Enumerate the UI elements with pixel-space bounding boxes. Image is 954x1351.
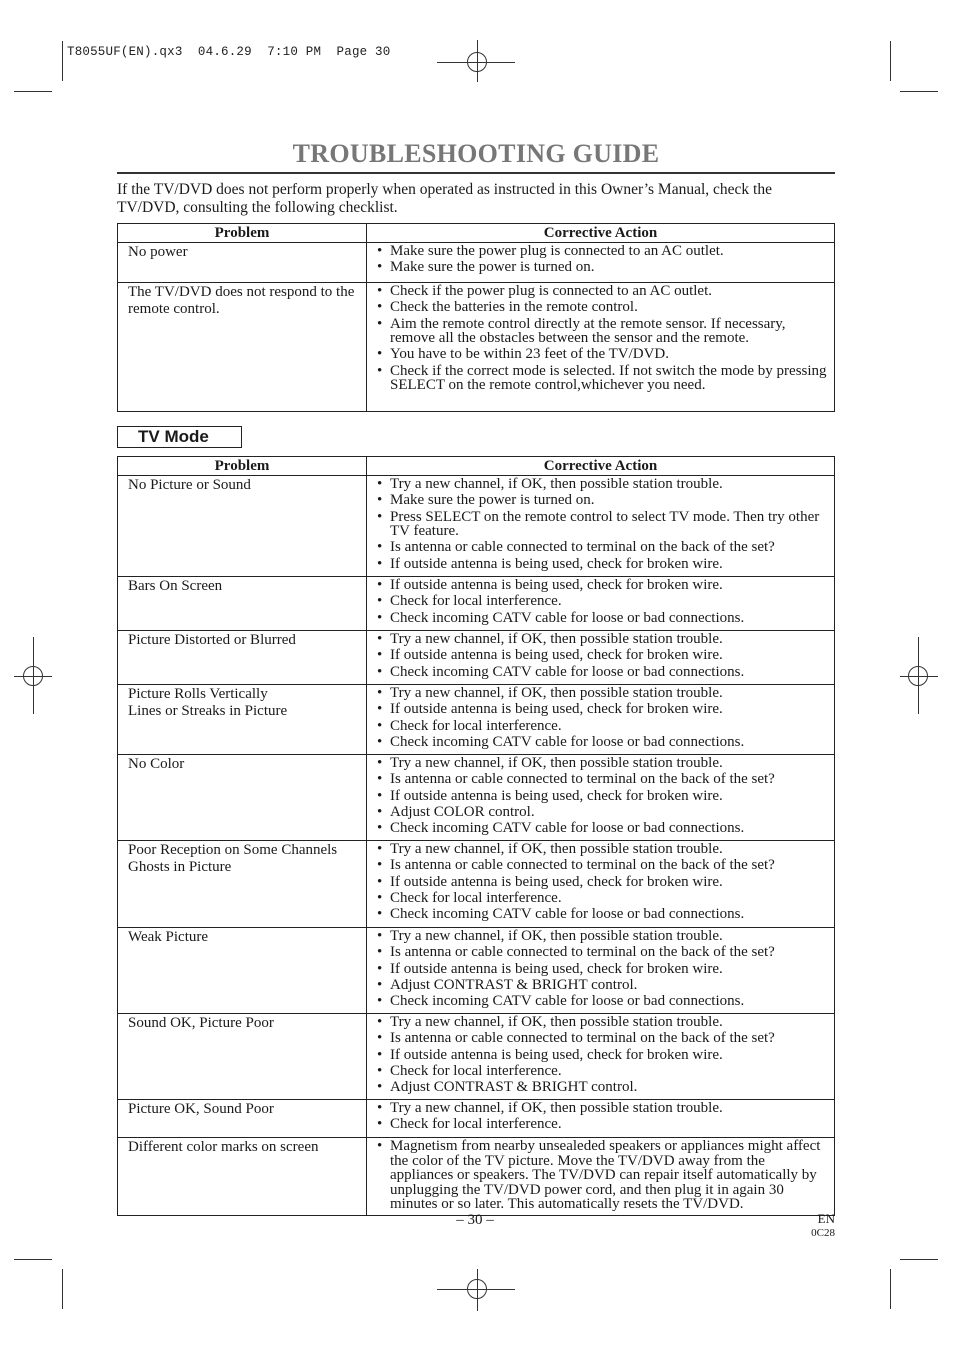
problem-cell bbox=[118, 755, 367, 841]
action-item: • Try a new channel, if OK, then possible station trouble. bbox=[377, 632, 828, 647]
action-item: • If outside antenna is being used, check for broken wire. bbox=[377, 789, 828, 804]
action-item: • Is antenna or cable connected to terminal on the back of the set? bbox=[377, 540, 828, 555]
problem-cell bbox=[118, 1138, 367, 1216]
problem-column-header: Problem bbox=[118, 457, 367, 476]
action-item: • Check for local interference. bbox=[377, 891, 828, 906]
crop-mark bbox=[900, 91, 938, 92]
action-item: • Check if the power plug is connected to an AC outlet. bbox=[377, 284, 828, 299]
action-item: • If outside antenna is being used, check for broken wire. bbox=[377, 557, 828, 572]
table-header-row bbox=[118, 224, 835, 243]
action-item: • Check incoming CATV cable for loose or bad connections. bbox=[377, 994, 828, 1009]
registration-line bbox=[33, 637, 34, 714]
action-item: • Make sure the power is turned on. bbox=[377, 493, 828, 508]
corrective-action-cell bbox=[367, 755, 835, 841]
crop-mark bbox=[14, 91, 52, 92]
action-item: • Make sure the power plug is connected to an AC outlet. bbox=[377, 244, 828, 259]
problem-text: Picture OK, Sound Poor bbox=[128, 1101, 274, 1117]
table-row bbox=[118, 1138, 835, 1216]
action-item: • Try a new channel, if OK, then possible station trouble. bbox=[377, 686, 828, 701]
table-row bbox=[118, 243, 835, 283]
action-item: • Check for local interference. bbox=[377, 594, 828, 609]
problem-cell bbox=[118, 928, 367, 1014]
problem-text: Picture Rolls Vertically bbox=[128, 686, 268, 702]
action-item: • Check incoming CATV cable for loose or bad connections. bbox=[377, 665, 828, 680]
action-item: • If outside antenna is being used, check for broken wire. bbox=[377, 875, 828, 890]
action-item: • Check the batteries in the remote control. bbox=[377, 300, 828, 315]
problem-cell bbox=[118, 243, 367, 283]
corrective-action-cell bbox=[367, 1138, 835, 1216]
problem-column-header: Problem bbox=[118, 224, 367, 243]
problem-cell bbox=[118, 476, 367, 577]
action-item: • Check for local interference. bbox=[377, 719, 828, 734]
action-list bbox=[377, 1015, 828, 1095]
action-item: • Adjust CONTRAST & BRIGHT control. bbox=[377, 1080, 828, 1095]
registration-line bbox=[900, 676, 938, 677]
action-item: • Try a new channel, if OK, then possible station trouble. bbox=[377, 477, 828, 492]
action-item: • Adjust CONTRAST & BRIGHT control. bbox=[377, 978, 828, 993]
action-item: • If outside antenna is being used, check for broken wire. bbox=[377, 648, 828, 663]
corrective-action-cell bbox=[367, 841, 835, 928]
tv-mode-table bbox=[117, 456, 835, 1216]
problem-text: Picture Distorted or Blurred bbox=[128, 632, 296, 648]
action-item: • Aim the remote control directly at the remote sensor. If necessary, remove all the obstacles between the sensor and the remote. bbox=[377, 317, 828, 346]
crop-mark bbox=[62, 1269, 63, 1309]
table-row bbox=[118, 283, 835, 412]
action-item: • Try a new channel, if OK, then possible station trouble. bbox=[377, 1015, 828, 1030]
action-list bbox=[377, 477, 828, 571]
table-row bbox=[118, 631, 835, 685]
table-row bbox=[118, 841, 835, 928]
action-item: • If outside antenna is being used, check for broken wire. bbox=[377, 962, 828, 977]
action-item: • If outside antenna is being used, check for broken wire. bbox=[377, 1048, 828, 1063]
crop-mark bbox=[62, 41, 63, 81]
crop-mark bbox=[900, 1259, 938, 1260]
print-slug: T8055UF(EN).qx3 04.6.29 7:10 PM Page 30 bbox=[67, 45, 391, 59]
action-item: • Check for local interference. bbox=[377, 1117, 828, 1132]
intro-text: If the TV/DVD does not perform properly when operated as instructed in this Owner’s Manual, check the TV/DVD, consulting the following checklist. bbox=[117, 181, 772, 216]
action-item: • If outside antenna is being used, check for broken wire. bbox=[377, 578, 828, 593]
problem-cell bbox=[118, 1014, 367, 1100]
problem-text: No Picture or Sound bbox=[128, 477, 251, 493]
registration-line bbox=[437, 62, 515, 63]
corrective-action-cell bbox=[367, 577, 835, 631]
action-item: • Is antenna or cable connected to terminal on the back of the set? bbox=[377, 858, 828, 873]
action-list bbox=[377, 244, 828, 275]
table-row bbox=[118, 1014, 835, 1100]
action-list bbox=[377, 632, 828, 679]
action-list bbox=[377, 756, 828, 836]
action-item: • Try a new channel, if OK, then possible station trouble. bbox=[377, 929, 828, 944]
table-row bbox=[118, 476, 835, 577]
problem-text: Ghosts in Picture bbox=[128, 858, 232, 875]
corrective-action-cell bbox=[367, 476, 835, 577]
action-item: • Check incoming CATV cable for loose or bad connections. bbox=[377, 735, 828, 750]
action-item: • Try a new channel, if OK, then possible station trouble. bbox=[377, 1101, 828, 1116]
page-title: TROUBLESHOOTING GUIDE bbox=[292, 139, 660, 168]
table-row bbox=[118, 928, 835, 1014]
table-header-row bbox=[118, 457, 835, 476]
registration-line bbox=[918, 637, 919, 714]
action-item: • Check incoming CATV cable for loose or bad connections. bbox=[377, 907, 828, 922]
action-item: • Check for local interference. bbox=[377, 1064, 828, 1079]
problem-text: The TV/DVD does not respond to the remote control. bbox=[128, 284, 355, 317]
action-list bbox=[377, 1139, 828, 1212]
action-item: • Adjust COLOR control. bbox=[377, 805, 828, 820]
table-row bbox=[118, 685, 835, 755]
table-row bbox=[118, 755, 835, 841]
action-item: • Is antenna or cable connected to terminal on the back of the set? bbox=[377, 1031, 828, 1046]
action-column-header: Corrective Action bbox=[367, 457, 835, 476]
problem-text: Sound OK, Picture Poor bbox=[128, 1015, 274, 1031]
problem-cell bbox=[118, 631, 367, 685]
corrective-action-cell bbox=[367, 1100, 835, 1138]
problem-text: Weak Picture bbox=[128, 929, 209, 945]
page-number: – 30 – bbox=[456, 1212, 494, 1228]
problem-text: No Color bbox=[128, 756, 185, 772]
action-item: • Magnetism from nearby unsealeded speakers or appliances might affect the color of the TV picture. Move the TV/DVD away from the appliances or speakers. The TV/DVD can repair itself automatically by unplugging the TV/DVD power cord, and then plug it in again 30 minutes or so later. This automatically resets the TV/DVD. bbox=[377, 1139, 828, 1212]
corrective-action-cell bbox=[367, 685, 835, 755]
problem-cell bbox=[118, 577, 367, 631]
problem-cell bbox=[118, 283, 367, 412]
action-list bbox=[377, 929, 828, 1009]
document-code: 0C28 bbox=[811, 1227, 835, 1239]
action-item: • If outside antenna is being used, check for broken wire. bbox=[377, 702, 828, 717]
tv-mode-label: TV Mode bbox=[117, 426, 242, 448]
corrective-action-cell bbox=[367, 1014, 835, 1100]
action-item: • Is antenna or cable connected to terminal on the back of the set? bbox=[377, 945, 828, 960]
title-rule bbox=[117, 172, 835, 174]
registration-line bbox=[477, 1269, 478, 1311]
crop-mark bbox=[890, 1269, 891, 1309]
action-list bbox=[377, 578, 828, 625]
crop-mark bbox=[14, 1259, 52, 1260]
crop-mark bbox=[890, 41, 891, 81]
problem-text: Lines or Streaks in Picture bbox=[128, 702, 288, 719]
corrective-action-cell bbox=[367, 243, 835, 283]
language-code: EN bbox=[817, 1211, 835, 1226]
action-list bbox=[377, 686, 828, 749]
action-list bbox=[377, 1101, 828, 1132]
action-item: • Check incoming CATV cable for loose or bad connections. bbox=[377, 611, 828, 626]
table-row bbox=[118, 1100, 835, 1138]
action-item: • Check if the correct mode is selected. If not switch the mode by pressing SELECT on the remote control,whichever you need. bbox=[377, 364, 828, 393]
action-item: • Try a new channel, if OK, then possible station trouble. bbox=[377, 756, 828, 771]
action-item: • Try a new channel, if OK, then possible station trouble. bbox=[377, 842, 828, 857]
action-item: • Check incoming CATV cable for loose or bad connections. bbox=[377, 821, 828, 836]
action-item: • You have to be within 23 feet of the TV/DVD. bbox=[377, 347, 828, 362]
registration-line bbox=[437, 1289, 515, 1290]
problem-cell bbox=[118, 841, 367, 928]
general-troubleshooting-table bbox=[117, 223, 835, 412]
table-row bbox=[118, 577, 835, 631]
action-column-header: Corrective Action bbox=[367, 224, 835, 243]
problem-text: Bars On Screen bbox=[128, 578, 223, 594]
action-item: • Make sure the power is turned on. bbox=[377, 260, 828, 275]
action-item: • Press SELECT on the remote control to select TV mode. Then try other TV feature. bbox=[377, 510, 828, 539]
corrective-action-cell bbox=[367, 283, 835, 412]
problem-text: Poor Reception on Some Channels bbox=[128, 842, 338, 858]
corrective-action-cell bbox=[367, 631, 835, 685]
action-item: • Is antenna or cable connected to terminal on the back of the set? bbox=[377, 772, 828, 787]
action-list bbox=[377, 842, 828, 922]
problem-text: Different color marks on screen bbox=[128, 1139, 319, 1155]
problem-cell bbox=[118, 685, 367, 755]
registration-line bbox=[477, 40, 478, 82]
corrective-action-cell bbox=[367, 928, 835, 1014]
problem-text: No power bbox=[128, 244, 188, 260]
action-list bbox=[377, 284, 828, 393]
problem-cell bbox=[118, 1100, 367, 1138]
